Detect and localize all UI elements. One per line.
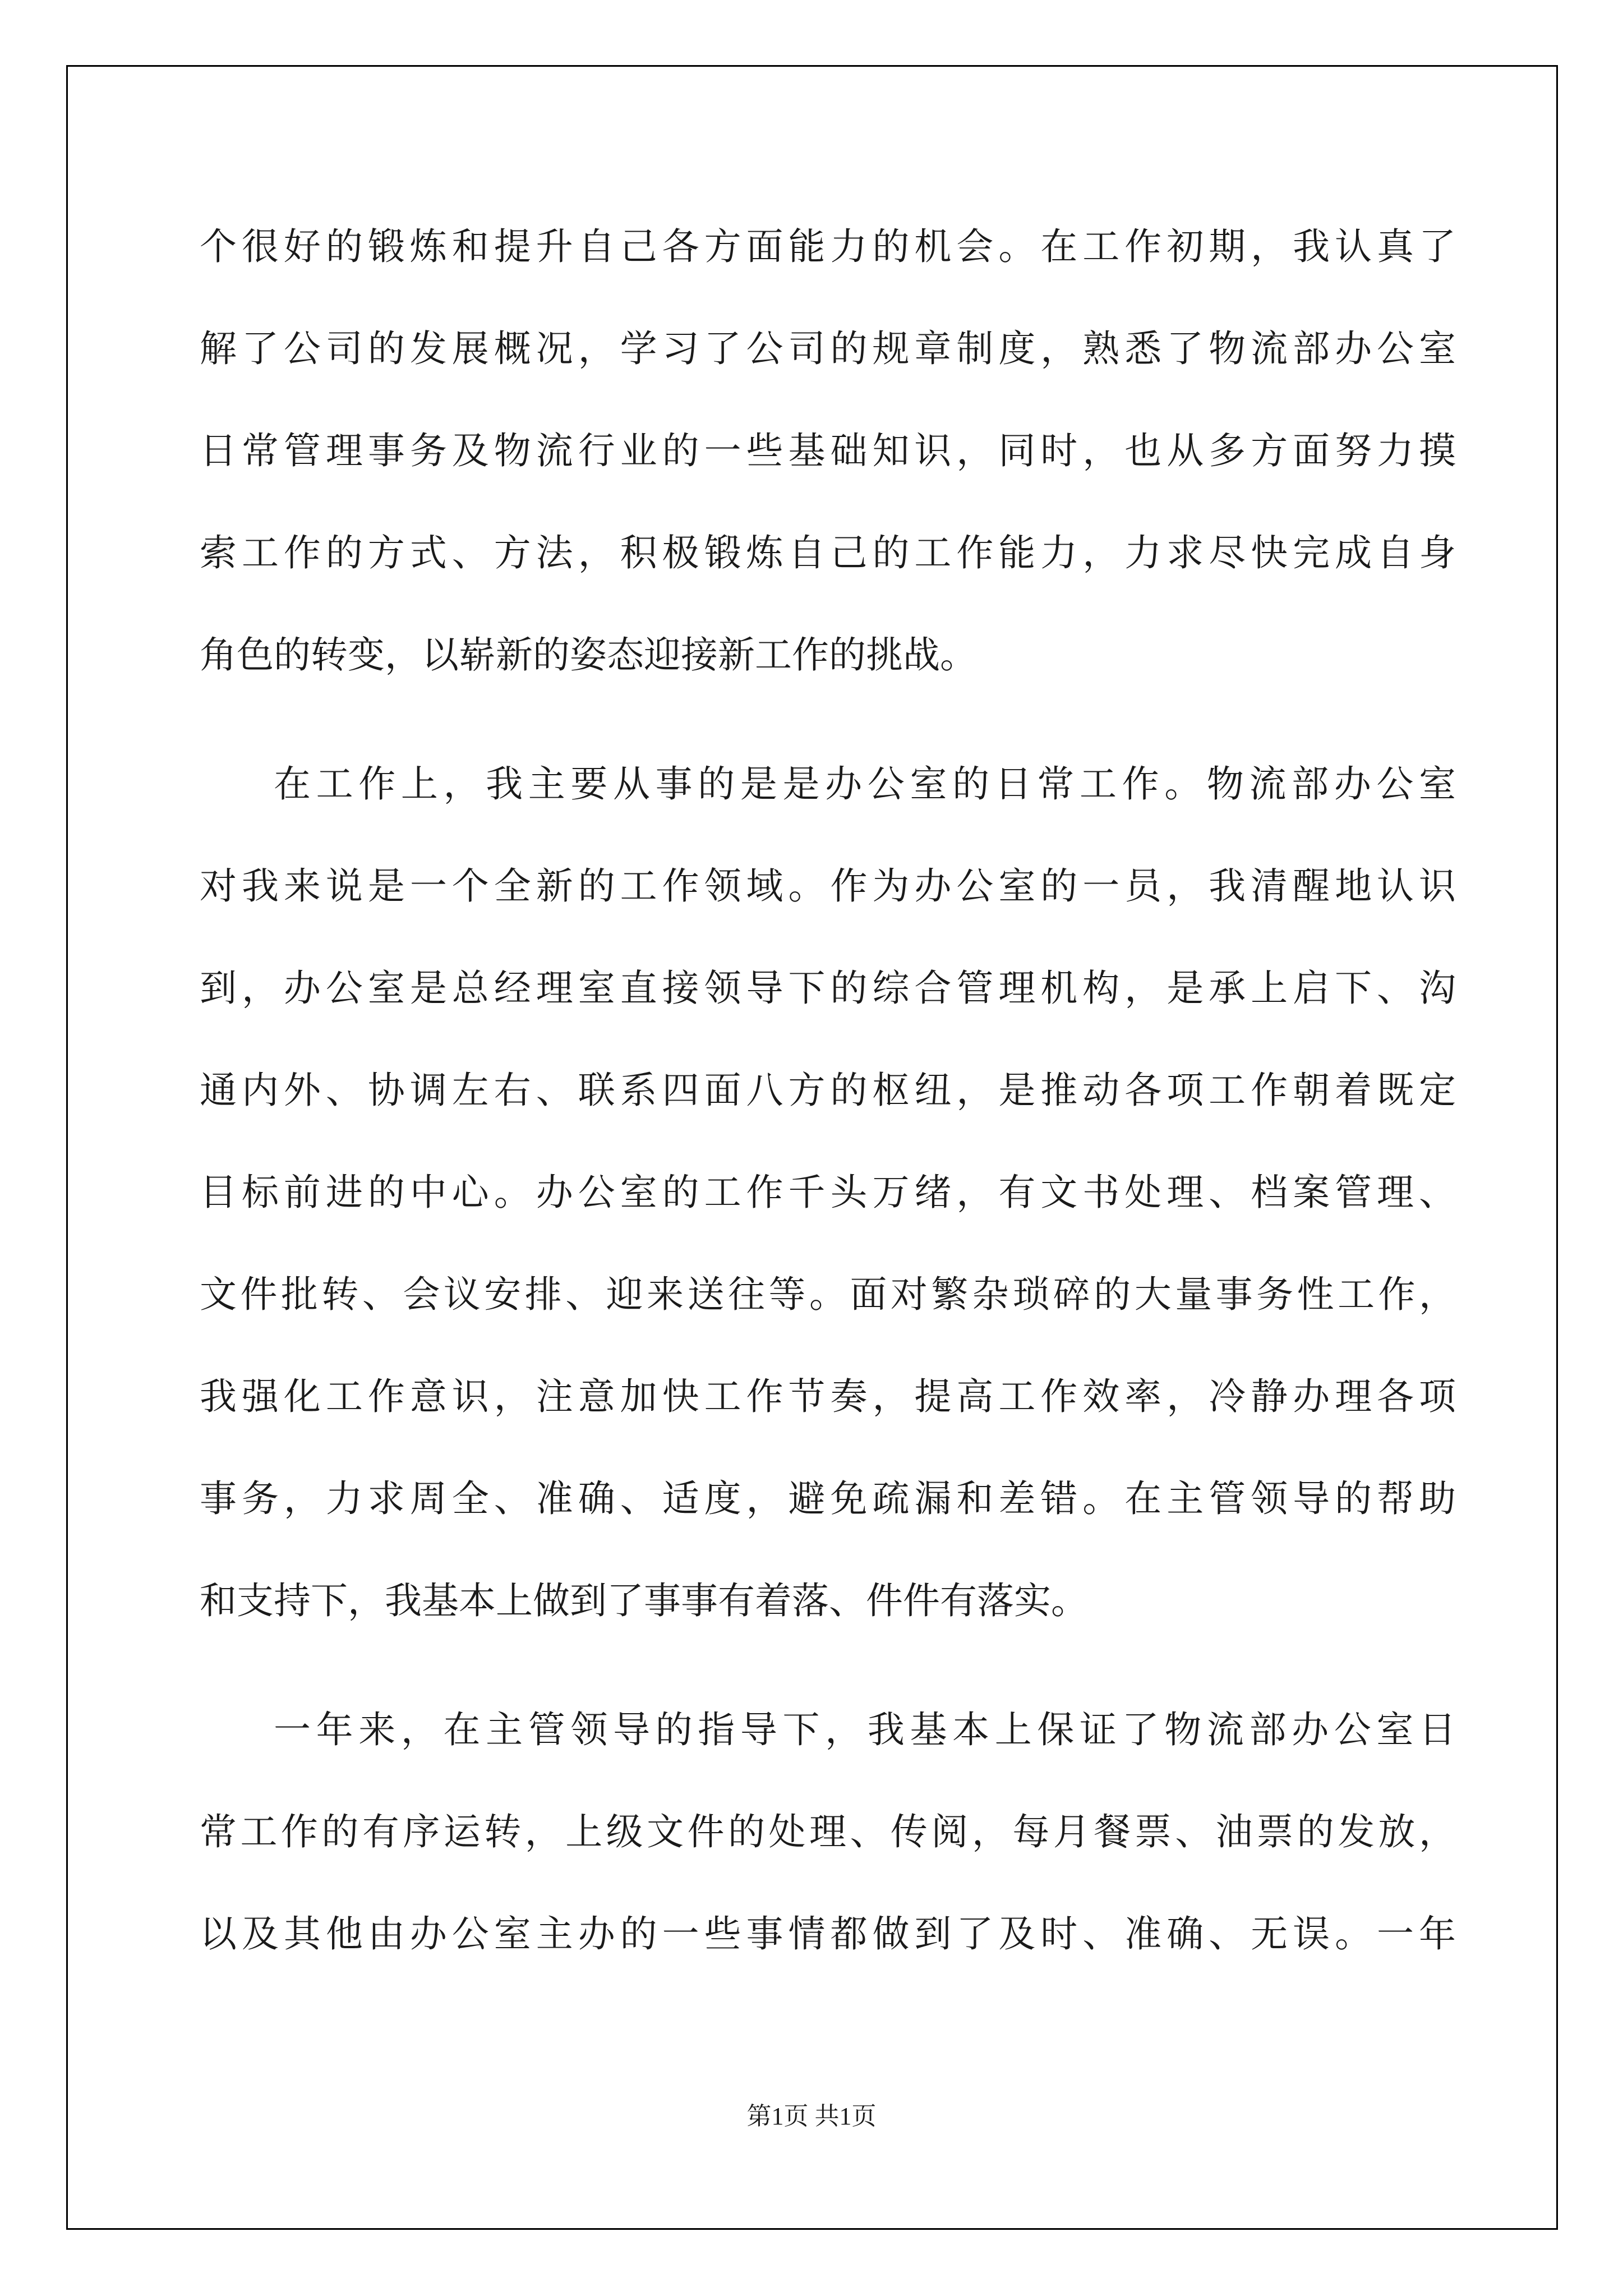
page-number-footer: 第1页 共1页 [746, 2102, 877, 2130]
body-text-line: 文件批转、会议安排、迎来送往等。面对繁杂琐碎的大量事务性工作， [200, 1273, 1456, 1316]
body-text-line: 我强化工作意识，注意加快工作节奏，提高工作效率，冷静办理各项 [200, 1375, 1456, 1418]
body-text-line: 角色的转变，以崭新的姿态迎接新工作的挑战。 [200, 633, 977, 677]
body-text-line: 对我来说是一个全新的工作领域。作为办公室的一员，我清醒地认识 [200, 864, 1456, 908]
body-text-line: 以及其他由办公室主办的一些事情都做到了及时、准确、无误。一年 [200, 1912, 1456, 1955]
body-text-line: 一年来，在主管领导的指导下，我基本上保证了物流部办公室日 [274, 1708, 1456, 1751]
body-text-line: 解了公司的发展概况，学习了公司的规章制度，熟悉了物流部办公室 [200, 327, 1456, 370]
body-text-line: 在工作上，我主要从事的是是办公室的日常工作。物流部办公室 [274, 762, 1456, 806]
body-text-line: 个很好的锻炼和提升自己各方面能力的机会。在工作初期，我认真了 [200, 225, 1456, 268]
body-text-line: 和支持下，我基本上做到了事事有着落、件件有落实。 [200, 1579, 1088, 1622]
body-text-line: 目标前进的中心。办公室的工作千头万绪，有文书处理、档案管理、 [200, 1171, 1456, 1214]
body-text-line: 事务，力求周全、准确、适度，避免疏漏和差错。在主管领导的帮助 [200, 1477, 1456, 1520]
body-text-line: 到，办公室是总经理室直接领导下的综合管理机构，是承上启下、沟 [200, 967, 1456, 1010]
body-text-line: 日常管理事务及物流行业的一些基础知识，同时，也从多方面努力摸 [200, 429, 1456, 472]
body-text-line: 通内外、协调左右、联系四面八方的枢纽，是推动各项工作朝着既定 [200, 1069, 1456, 1112]
body-text-line: 常工作的有序运转，上级文件的处理、传阅，每月餐票、油票的发放， [200, 1810, 1456, 1853]
body-text-line: 索工作的方式、方法，积极锻炼自己的工作能力，力求尽快完成自身 [200, 531, 1456, 574]
